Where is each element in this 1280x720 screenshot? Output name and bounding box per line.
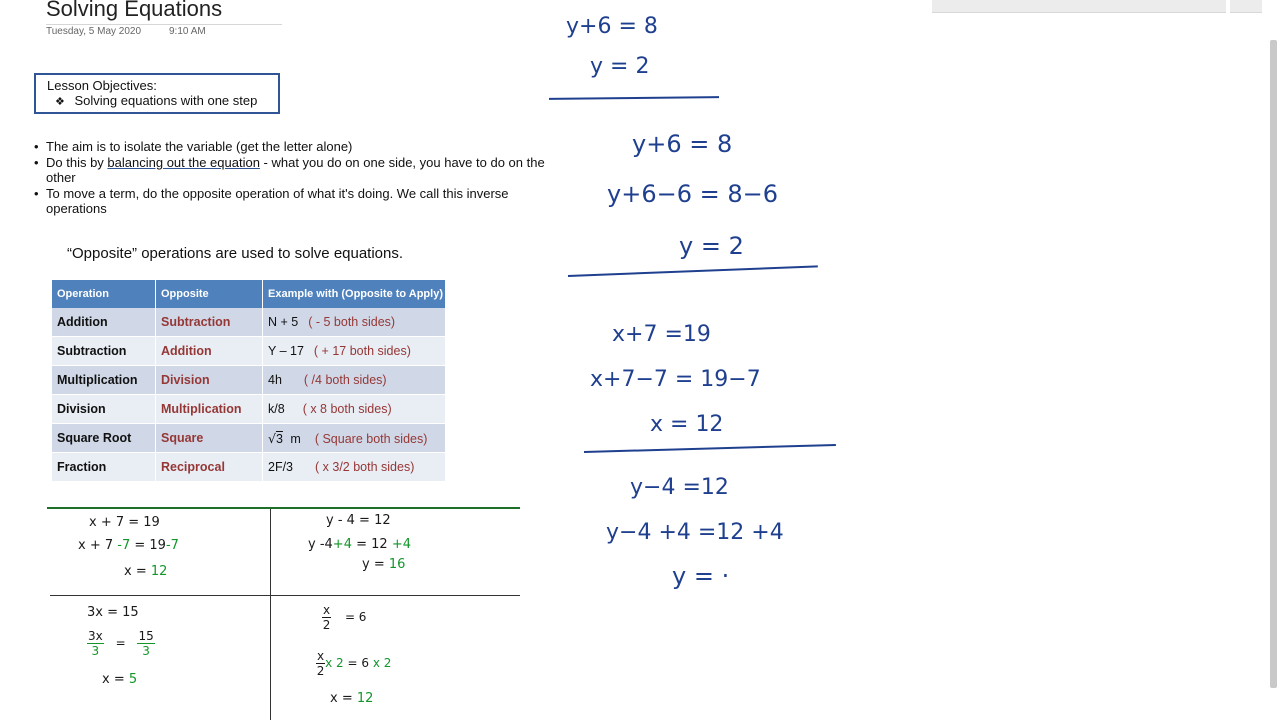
list-item [46, 155, 558, 185]
q4-line2-mid: = 6 [343, 656, 373, 670]
q2-line2-base: y -4 [308, 537, 333, 552]
q1-line2-mid: = 19 [130, 538, 166, 553]
example-note: ( + 17 both sides) [313, 344, 411, 358]
q3-line3-base: x = [102, 672, 129, 687]
q4-line3 [330, 691, 373, 706]
operation-cell: Square Root [52, 424, 156, 453]
table-header-row [52, 280, 446, 308]
notebook-breadcrumb-bar[interactable] [932, 0, 1226, 13]
handwritten-equation: y−4 =12 [630, 475, 729, 500]
q4-line2-op: x 2 [325, 656, 344, 670]
page-date: Tuesday, 5 May 2020 [46, 26, 142, 37]
q2-line2-op: +4 [332, 537, 352, 552]
example-cell [263, 424, 446, 453]
fraction-numerator: x [323, 603, 331, 617]
handwritten-divider [568, 265, 818, 277]
column-header: Operation [52, 280, 156, 308]
objectives-item [47, 93, 278, 110]
opposite-cell: Division [156, 366, 263, 395]
q1-line1: x + 7 = 19 [89, 515, 160, 530]
fraction-denominator: 2 [322, 618, 331, 632]
q1-line3 [124, 564, 167, 579]
column-header: Example with (Opposite to Apply) [263, 280, 446, 308]
page-title[interactable]: Solving Equations [46, 0, 223, 21]
opposite-cell: Reciprocal [156, 453, 263, 482]
opposite-cell: Subtraction [156, 308, 263, 337]
example-cell [263, 337, 446, 366]
window-button[interactable] [1230, 0, 1262, 13]
q4-line2 [316, 650, 391, 677]
lesson-objectives-box [34, 73, 280, 114]
table-row [52, 395, 446, 424]
fraction-numerator: x [317, 649, 325, 663]
fraction-denominator: 3 [91, 644, 100, 658]
example-note: ( x 3/2 both sides) [315, 460, 415, 474]
table-row [52, 337, 446, 366]
handwritten-divider [549, 96, 719, 100]
underlined-phrase: balancing out the equation [107, 155, 260, 170]
table-row [52, 424, 446, 453]
vertical-scrollbar[interactable] [1270, 0, 1278, 720]
q3-answer: 5 [128, 672, 138, 687]
q4-line1 [322, 604, 366, 631]
q3-fraction [87, 630, 104, 657]
radicand: 3 [275, 431, 283, 446]
example-cell [263, 366, 446, 395]
q1-line2-base: x + 7 [78, 538, 114, 553]
example-cell [263, 395, 446, 424]
example-expression: Y – 17 [268, 344, 304, 358]
q2-line1: y - 4 = 12 [326, 513, 391, 528]
objective-text: Solving equations with one step [74, 93, 258, 108]
page-time: 9:10 AM [169, 26, 206, 37]
opposite-cell: Multiplication [156, 395, 263, 424]
example-note: ( - 5 both sides) [308, 315, 396, 329]
example-note: ( Square both sides) [314, 431, 428, 446]
operation-cell: Division [52, 395, 156, 424]
example-cell [263, 453, 446, 482]
example-variable: m [290, 431, 301, 446]
handwritten-equation: y+6 = 8 [632, 130, 733, 158]
q3-line1: 3x = 15 [87, 605, 139, 620]
opposite-cell: Square [156, 424, 263, 453]
q2-line3 [362, 557, 405, 572]
q4-fraction [322, 604, 331, 631]
q1-line2 [78, 538, 179, 553]
q2-answer: 16 [388, 557, 406, 572]
operation-cell: Fraction [52, 453, 156, 482]
q3-line3 [102, 672, 137, 687]
table-row [52, 453, 446, 482]
handwritten-equation: x+7−7 = 19−7 [590, 367, 761, 392]
grid-vertical-line [270, 509, 271, 720]
example-note: ( x 8 both sides) [302, 402, 392, 416]
table-caption: “Opposite” operations are used to solve equations. [67, 245, 404, 262]
list-item: • To move a term, do the opposite operation of what it's doing. We call this inverse operations [46, 186, 558, 216]
list-text: Do this by [46, 155, 108, 170]
example-note: ( /4 both sides) [303, 373, 387, 387]
example-expression: 4h [268, 373, 282, 387]
q4-line1-rhs: = 6 [344, 610, 367, 624]
objectives-heading: Lesson Objectives: [47, 78, 157, 93]
q2-line2 [308, 537, 411, 552]
q2-line2-op: +4 [391, 537, 411, 552]
handwritten-equation: x = 12 [650, 412, 724, 437]
fraction-numerator: 15 [138, 629, 154, 643]
scrollbar-thumb[interactable] [1270, 40, 1277, 688]
column-header: Opposite [156, 280, 263, 308]
handwritten-equation: y = 2 [590, 54, 650, 79]
fraction-denominator: 3 [142, 644, 150, 658]
example-expression: N + 5 [268, 315, 299, 329]
aim-bullet-list [46, 139, 558, 217]
q4-fraction [316, 650, 325, 677]
operation-cell: Subtraction [52, 337, 156, 366]
operation-cell: Addition [52, 308, 156, 337]
q3-line2 [87, 630, 155, 657]
handwritten-equation: y = 2 [679, 232, 744, 260]
handwritten-equation: y = · [672, 562, 730, 590]
q2-line3-base: y = [362, 557, 389, 572]
example-expression: k/8 [268, 402, 285, 416]
list-item: • The aim is to isolate the variable (get the letter alone) [46, 139, 558, 154]
q1-answer: 12 [150, 564, 168, 579]
opposite-operations-table [52, 280, 446, 482]
q3-fraction [137, 630, 154, 657]
table-row [52, 366, 446, 395]
handwritten-equation: y+6−6 = 8−6 [607, 180, 778, 208]
fraction-numerator: 3x [88, 629, 103, 643]
fraction-denominator: 2 [316, 664, 325, 678]
handwritten-equation: y−4 +4 =12 +4 [606, 520, 784, 545]
example-expression: 2F/3 [268, 460, 294, 474]
q1-line2-op: -7 [113, 538, 131, 553]
operation-cell: Multiplication [52, 366, 156, 395]
example-cell [263, 308, 446, 337]
q4-line3-base: x = [330, 691, 357, 706]
handwritten-equation: x+7 =19 [612, 322, 711, 347]
handwritten-divider [584, 444, 836, 453]
title-divider [46, 24, 282, 25]
q1-line2-op: -7 [165, 538, 179, 553]
q1-line3-base: x = [124, 564, 151, 579]
handwritten-equation: y+6 = 8 [566, 14, 658, 39]
diamond-bullet-icon: ❖ [55, 96, 65, 108]
equals-sign: = [115, 636, 126, 650]
table-row [52, 308, 446, 337]
square-root-icon: √ [268, 430, 276, 446]
grid-top-line [47, 507, 520, 509]
list-text: - what you do on one side, you have to do on the other [46, 155, 545, 185]
opposite-cell: Addition [156, 337, 263, 366]
q2-line2-mid: = 12 [351, 537, 392, 552]
q4-answer: 12 [356, 691, 374, 706]
q4-line2-op: x 2 [372, 656, 392, 670]
grid-middle-line [50, 595, 520, 596]
